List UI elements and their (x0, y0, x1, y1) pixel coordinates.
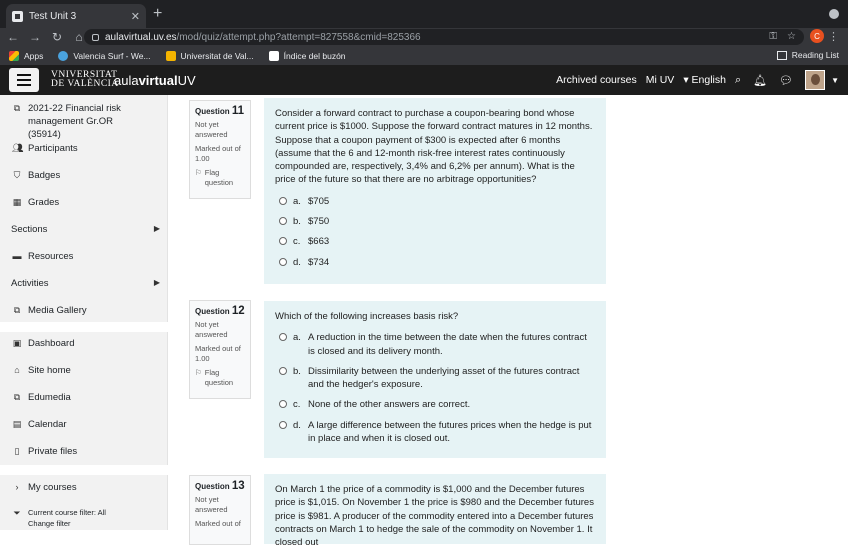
bookmark-buzon[interactable]: Índice del buzón (269, 51, 346, 61)
user-avatar[interactable] (805, 70, 825, 90)
calendar-icon: ▤ (12, 419, 22, 429)
profile-avatar[interactable]: C (810, 29, 824, 43)
question-info-11: Question 11 Not yet answered Marked out of 1.00 ⚐ Flag question (189, 100, 251, 199)
mail-icon (269, 51, 279, 61)
sidebar-item-badges[interactable]: ⛉ Badges (13, 170, 61, 181)
question-info-13: Question 13 Not yet answered Marked out of (189, 475, 251, 545)
apps-grid-icon (9, 51, 19, 61)
nav-drawer (0, 95, 168, 530)
chevron-right-icon: ▶ (153, 278, 160, 287)
sidebar-separator (0, 322, 168, 332)
answer-option[interactable]: d. $734 (279, 256, 595, 269)
reading-list-icon (777, 51, 787, 60)
shield-icon: ⛉ (13, 170, 21, 180)
language-menu[interactable]: ▾ English (683, 74, 726, 86)
archive-icon: ▬ (12, 251, 22, 261)
sidebar-item-edumedia[interactable]: ⧉ Edumedia (13, 392, 71, 403)
radio-button[interactable] (279, 333, 287, 341)
answer-option[interactable]: c. $663 (279, 235, 595, 248)
bookmark-apps[interactable]: Apps (9, 51, 43, 61)
chevron-right-icon: ▶ (153, 224, 160, 233)
media-icon: ⧉ (13, 392, 21, 402)
reading-list-button[interactable]: Reading List (777, 50, 839, 60)
home-icon: ⌂ (14, 365, 20, 375)
site-header (0, 65, 848, 95)
bell-icon[interactable]: 🔔︎ (753, 74, 768, 87)
university-logo[interactable]: VNIVERSITAT DE VALÈNCIA (51, 70, 119, 89)
question-text: On March 1 the price of a commodity is $1,000 and the December futures price is $1,015. On November 1 the price is $980 and the December futures price is $981. A producer of the commodity entered into a December futures contracts on March 1 to hedge the sale of the commodity on November 1. It closed out (275, 484, 594, 549)
quiz-content (168, 95, 848, 549)
reload-icon[interactable]: ↻ (51, 30, 63, 44)
bookmark-star-icon[interactable]: ☆ (787, 31, 796, 42)
mi-uv-link[interactable]: Mi UV (645, 74, 675, 86)
question-body-13 (264, 474, 606, 549)
search-icon[interactable]: ⌕ (734, 73, 742, 86)
close-tab-icon[interactable]: ✕ (130, 10, 140, 23)
tab-search-icon[interactable] (829, 9, 839, 19)
url-host: aulavirtual.uv.es (105, 31, 177, 43)
radio-button[interactable] (279, 258, 287, 266)
flag-icon: ⚐ (195, 168, 202, 177)
course-icon: ⧉ (13, 103, 21, 113)
url-path: /mod/quiz/attempt.php?attempt=827558&cmid=825366 (176, 31, 421, 43)
flag-icon: ⚐ (195, 368, 202, 377)
dashboard-icon: ▣ (12, 338, 22, 348)
table-icon: ▦ (12, 197, 22, 207)
archived-courses-link[interactable]: Archived courses (556, 74, 637, 86)
flag-question-button[interactable]: ⚐ Flag question (195, 168, 234, 187)
question-body-11 (264, 98, 606, 284)
question-info-12: Question 12 Not yet answered Marked out of 1.00 ⚐ Flag question (189, 300, 251, 399)
users-icon: 👥︎ (12, 143, 24, 153)
question-body-12 (264, 301, 606, 458)
radio-button[interactable] (279, 217, 287, 225)
media-icon: ⧉ (13, 305, 21, 315)
forward-icon[interactable]: → (29, 30, 41, 44)
sidebar-item-media-gallery[interactable]: ⧉ Media Gallery (13, 305, 87, 316)
sidebar-item-private-files[interactable]: ▯ Private files (0, 445, 168, 458)
flag-question-button[interactable]: ⚐ Flag question (195, 368, 234, 387)
lock-icon (92, 34, 99, 41)
file-icon: ▯ (14, 446, 20, 456)
answer-option[interactable]: a. A reduction in the time between the date when the futures contract is closed and its delivery month. (279, 331, 595, 358)
chat-icon[interactable]: 💬︎ (779, 74, 794, 87)
sidebar-separator (0, 465, 168, 475)
drawer-toggle-button[interactable] (9, 68, 39, 92)
sidebar-item-my-courses[interactable]: › My courses (0, 481, 168, 494)
sidebar-item-activities[interactable]: Activities ▶ (11, 278, 160, 289)
answer-option[interactable]: b. Dissimilarity between the underlying asset of the futures contract and the hedger's exposure. (279, 365, 595, 392)
sidebar-item-participants[interactable]: 👥︎ Participants (12, 143, 78, 154)
radio-button[interactable] (279, 237, 287, 245)
answer-option[interactable]: d. A large difference between the futures prices when the hedge is put in place and when it is closed out. (279, 419, 595, 446)
bookmarks-bar (0, 46, 848, 65)
new-tab-icon[interactable]: + (153, 5, 163, 22)
sidebar-item-site-home[interactable]: ⌂ Site home (0, 364, 168, 377)
filter-icon: ⏷ (13, 508, 21, 518)
radio-button[interactable] (279, 400, 287, 408)
tab-title: Test Unit 3 (29, 10, 77, 22)
moodle-favicon-icon (12, 11, 23, 22)
address-bar[interactable] (84, 29, 804, 45)
radio-button[interactable] (279, 197, 287, 205)
sidebar-item-grades[interactable]: ▦ Grades (12, 197, 60, 208)
question-text: Which of the following increases basis risk? (275, 311, 459, 322)
radio-button[interactable] (279, 367, 287, 375)
home-icon[interactable]: ⌂ (75, 30, 83, 44)
sidebar-item-sections[interactable]: Sections ▶ (11, 224, 160, 235)
bookmark-universitat[interactable]: Universitat de Val... (166, 51, 254, 61)
answer-option[interactable]: c. None of the other answers are correct. (279, 398, 595, 411)
key-icon[interactable]: ⚿ (769, 31, 778, 42)
answer-option[interactable]: b. $750 (279, 215, 595, 228)
browser-tab-strip (0, 0, 848, 28)
radio-button[interactable] (279, 421, 287, 429)
user-menu-chevron-icon[interactable]: ▼ (831, 75, 839, 85)
browser-toolbar (0, 28, 848, 46)
sidebar-item-resources[interactable]: ▬ Resources (12, 251, 74, 262)
chevron-right-icon: › (15, 482, 19, 492)
aulavirtual-logo[interactable]: aulavirtualUV (114, 73, 196, 88)
browser-tab[interactable] (6, 4, 146, 28)
question-text: Consider a forward contract to purchase a coupon-bearing bond whose current price is $1000. Suppose the forward contract matures in 12 months. Suppose that a coupon payment of $300 is expected after 6 months (assume that the 6 and 12-month risk-free interest rates continuously compounded are, respectively, 3,4% and 6,2% per annum). What is the price of the future so that there are no arbitrage opportunities? (275, 108, 593, 186)
bookmark-valencia-surf[interactable]: Valencia Surf - We... (58, 51, 150, 61)
back-icon[interactable]: ← (7, 30, 19, 44)
browser-menu-icon[interactable]: ⋮ (828, 31, 839, 43)
sidebar-item-course[interactable]: ⧉ 2021-22 Financial risk management Gr.OR (35914) (13, 103, 121, 140)
course-filter[interactable]: ⏷ Current course filter: All Change filter (13, 508, 106, 528)
globe-icon (58, 51, 68, 61)
university-icon (166, 51, 176, 61)
answer-option[interactable]: a. $705 (279, 195, 595, 208)
sidebar-item-dashboard[interactable]: ▣ Dashboard (12, 338, 75, 349)
sidebar-item-calendar[interactable]: ▤ Calendar (12, 419, 67, 430)
